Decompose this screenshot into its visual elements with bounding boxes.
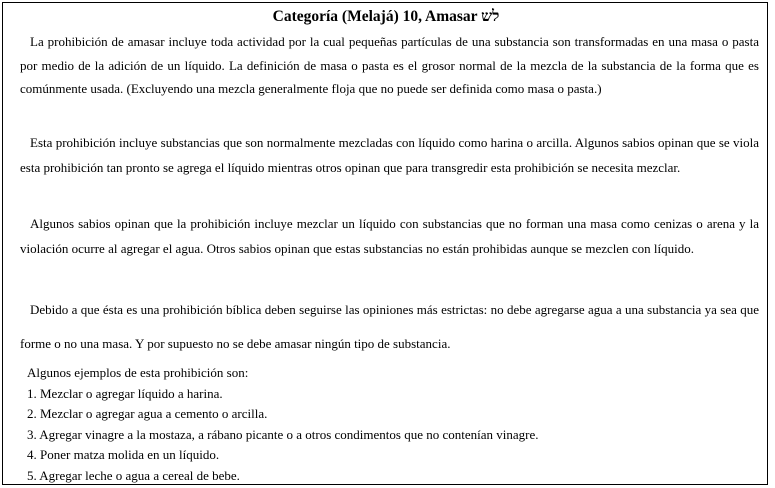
document-frame <box>2 2 768 485</box>
list-item: 2. Mezclar o agregar agua a cemento o arcilla. <box>27 406 268 421</box>
examples-list <box>27 363 757 485</box>
list-item: 5. Agregar leche o agua a cereal de bebe. <box>27 467 240 483</box>
paragraph-strict-opinion: Debido a que ésta es una prohibición bíblica deben seguirse las opiniones más estrictas: no debe agregarse agua a una substancia ya sea que forme o no una masa. Y por supuesto no se debe amasar ningún tipo de substancia. <box>20 302 759 351</box>
examples-heading: Algunos ejemplos de esta prohibición son: <box>27 365 249 380</box>
paragraph-non-dough: Algunos sabios opinan que la prohibición incluye mezclar un líquido con substancias que no forman una masa como cenizas o arena y la violación ocurre al agregar el agua. Otros sabios opinan que estas substancias no están prohibidas aunque se mezclen con líquido. <box>20 216 759 256</box>
list-item: 3. Agregar vinagre a la mostaza, a rábano picante o a otros condimentos que no contenían vinagre. <box>27 426 539 442</box>
list-item: 4. Poner matza molida en un líquido. <box>27 447 220 462</box>
list-item: 1. Mezclar o agregar líquido a harina. <box>27 385 223 401</box>
document-title: Categoría (Melajá) 10, Amasar לש <box>272 8 500 25</box>
paragraph-substances: Esta prohibición incluye substancias que son normalmente mezcladas con líquido como harina o arcilla. Algunos sabios opinan que se viola esta prohibición tan pronto se agrega el líquido mientras otros opinan que para transgredir esta prohibición se necesita mezclar. <box>20 135 759 175</box>
paragraph-definition: La prohibición de amasar incluye toda actividad por la cual pequeñas partículas de una substancia son transformadas en una masa o pasta por medio de la adición de un líquido. La definición de masa o pasta es el grosor normal de la mezcla de la substancia de la forma que es comúnmente usada. (Excluyendo una mezcla generalmente floja que no puede ser definida como masa o pasta.) <box>20 34 759 96</box>
